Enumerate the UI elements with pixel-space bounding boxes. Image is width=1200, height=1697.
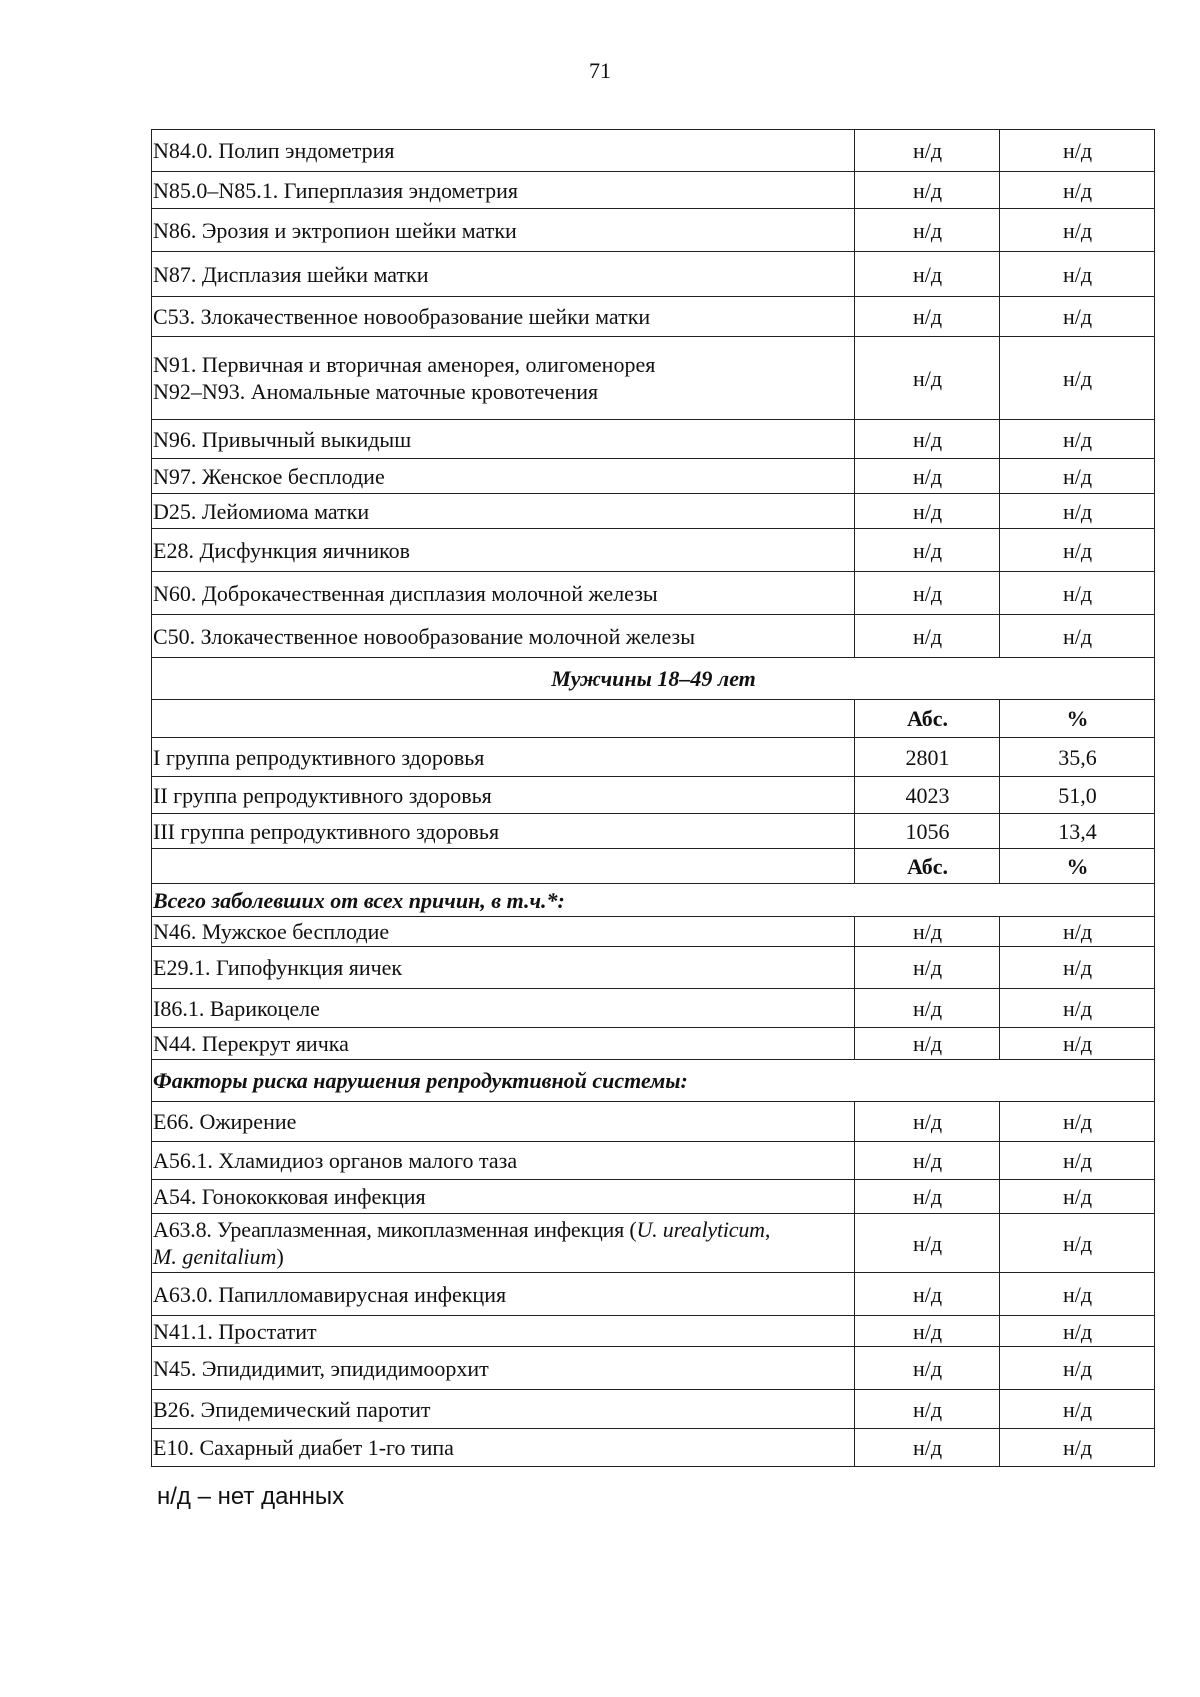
abs-value: н/д [855,615,1000,658]
abs-value: н/д [855,337,1000,420]
abs-value: н/д [855,1390,1000,1429]
column-header-row [152,700,1155,738]
abs-value: н/д [855,947,1000,989]
abs-value: н/д [855,459,1000,494]
pct-value: 35,6 [1000,738,1155,777]
abs-value: н/д [855,130,1000,172]
row-label: N44. Перекрут яичка [152,1028,855,1060]
pct-value: н/д [1000,130,1155,172]
table-row [152,529,1155,572]
table-row [152,494,1155,529]
row-label: N41.1. Простатит [152,1316,855,1347]
row-label: E66. Ожирение [152,1102,855,1142]
abs-value: н/д [855,1347,1000,1390]
row-label: I группа репродуктивного здоровья [152,738,855,777]
row-label: N45. Эпидидимит, эпидидимоорхит [152,1347,855,1390]
abs-value: н/д [855,1429,1000,1467]
abs-value: н/д [855,1273,1000,1316]
species-name: M. genitalium [153,1244,277,1269]
table-row [152,1102,1155,1142]
pct-value: н/д [1000,1180,1155,1214]
abs-value: н/д [855,1180,1000,1214]
abs-value: н/д [855,529,1000,572]
table-row [152,130,1155,172]
table-row [152,947,1155,989]
row-label: D25. Лейомиома матки [152,494,855,529]
page-number: 71 [589,58,611,83]
table-row [152,1214,1155,1273]
abs-value: н/д [855,494,1000,529]
abs-value: 4023 [855,777,1000,814]
empty-cell [152,849,855,884]
pct-value: н/д [1000,1102,1155,1142]
abs-value: н/д [855,1102,1000,1142]
table-row [152,420,1155,459]
label-text: ) [276,1244,284,1269]
pct-value: н/д [1000,297,1155,337]
pct-value: н/д [1000,989,1155,1028]
pct-header: % [1000,700,1155,738]
species-name: U. urealyticum [636,1217,765,1242]
pct-value: н/д [1000,420,1155,459]
table-row [152,172,1155,209]
table-row [152,337,1155,420]
pct-value: н/д [1000,1429,1155,1467]
row-label: E29.1. Гипофункция яичек [152,947,855,989]
section-header-row [152,658,1155,700]
row-label: A56.1. Хламидиоз органов малого таза [152,1142,855,1180]
label-text: A63.8. Уреаплазменная, микоплазменная инфекция ( [153,1217,637,1242]
table-row [152,917,1155,947]
row-label: N96. Привычный выкидыш [152,420,855,459]
abs-value: н/д [855,209,1000,252]
abs-value: н/д [855,297,1000,337]
men-section-title: Мужчины 18–49 лет [152,658,1155,700]
row-label: I86.1. Варикоцеле [152,989,855,1028]
row-label: N84.0. Полип эндометрия [152,130,855,172]
diseases-section-title: Всего заболевших от всех причин, в т.ч.*: [152,884,1155,917]
row-label: B26. Эпидемический паротит [152,1390,855,1429]
risks-section-title: Факторы риска нарушения репродуктивной системы: [152,1060,1155,1102]
abs-value: н/д [855,572,1000,615]
abs-header: Абс. [855,700,1000,738]
reproductive-health-table [151,129,1155,1467]
footnote: н/д – нет данных [157,1483,345,1510]
pct-value: 13,4 [1000,814,1155,849]
pct-value: н/д [1000,459,1155,494]
table-row [152,252,1155,297]
empty-cell [152,700,855,738]
row-label: N46. Мужское бесплодие [152,917,855,947]
row-label: III группа репродуктивного здоровья [152,814,855,849]
row-label: N97. Женское бесплодие [152,459,855,494]
table-row [152,297,1155,337]
abs-header: Абс. [855,849,1000,884]
pct-value: н/д [1000,337,1155,420]
row-label: C50. Злокачественное новообразование молочной железы [152,615,855,658]
pct-value: н/д [1000,1347,1155,1390]
pct-value: н/д [1000,172,1155,209]
abs-value: 1056 [855,814,1000,849]
column-header-row [152,849,1155,884]
abs-value: н/д [855,172,1000,209]
pct-value: н/д [1000,947,1155,989]
abs-value: н/д [855,420,1000,459]
abs-value: н/д [855,252,1000,297]
row-label: E10. Сахарный диабет 1-го типа [152,1429,855,1467]
table-row [152,1028,1155,1060]
row-label: A54. Гонококковая инфекция [152,1180,855,1214]
pct-value: н/д [1000,1142,1155,1180]
pct-value: н/д [1000,529,1155,572]
row-label-line: N92–N93. Аномальные маточные кровотечения [153,379,599,404]
pct-value: н/д [1000,615,1155,658]
row-label [152,1214,855,1273]
table-row [152,1390,1155,1429]
table-row [152,989,1155,1028]
row-label: C53. Злокачественное новообразование шейки матки [152,297,855,337]
table-row [152,1429,1155,1467]
table-row [152,572,1155,615]
row-label: II группа репродуктивного здоровья [152,777,855,814]
abs-value: н/д [855,989,1000,1028]
row-label: N85.0–N85.1. Гиперплазия эндометрия [152,172,855,209]
table-row [152,459,1155,494]
table-row [152,738,1155,777]
row-label [152,337,855,420]
pct-value: н/д [1000,1214,1155,1273]
table-row [152,1273,1155,1316]
abs-value: н/д [855,1142,1000,1180]
pct-value: н/д [1000,252,1155,297]
pct-value: н/д [1000,209,1155,252]
row-label: N86. Эрозия и эктропион шейки матки [152,209,855,252]
abs-value: 2801 [855,738,1000,777]
table-row [152,1180,1155,1214]
table-row [152,777,1155,814]
table-row [152,1347,1155,1390]
pct-value: н/д [1000,1390,1155,1429]
table-row [152,615,1155,658]
pct-header: % [1000,849,1155,884]
pct-value: н/д [1000,1316,1155,1347]
pct-value: 51,0 [1000,777,1155,814]
row-label: E28. Дисфункция яичников [152,529,855,572]
section-header-row [152,1060,1155,1102]
row-label: A63.0. Папилломавирусная инфекция [152,1273,855,1316]
row-label-line [153,1243,854,1270]
row-label-line [153,1216,854,1243]
abs-value: н/д [855,917,1000,947]
label-separator: , [764,1217,771,1242]
row-label: N87. Дисплазия шейки матки [152,252,855,297]
pct-value: н/д [1000,1028,1155,1060]
abs-value: н/д [855,1028,1000,1060]
pct-value: н/д [1000,917,1155,947]
table-row [152,1142,1155,1180]
table-row [152,814,1155,849]
section-header-row [152,884,1155,917]
abs-value: н/д [855,1214,1000,1273]
row-label-line: N91. Первичная и вторичная аменорея, олигоменорея [153,352,656,377]
pct-value: н/д [1000,1273,1155,1316]
table-row [152,209,1155,252]
table-row [152,1316,1155,1347]
pct-value: н/д [1000,494,1155,529]
abs-value: н/д [855,1316,1000,1347]
pct-value: н/д [1000,572,1155,615]
row-label: N60. Доброкачественная дисплазия молочной железы [152,572,855,615]
